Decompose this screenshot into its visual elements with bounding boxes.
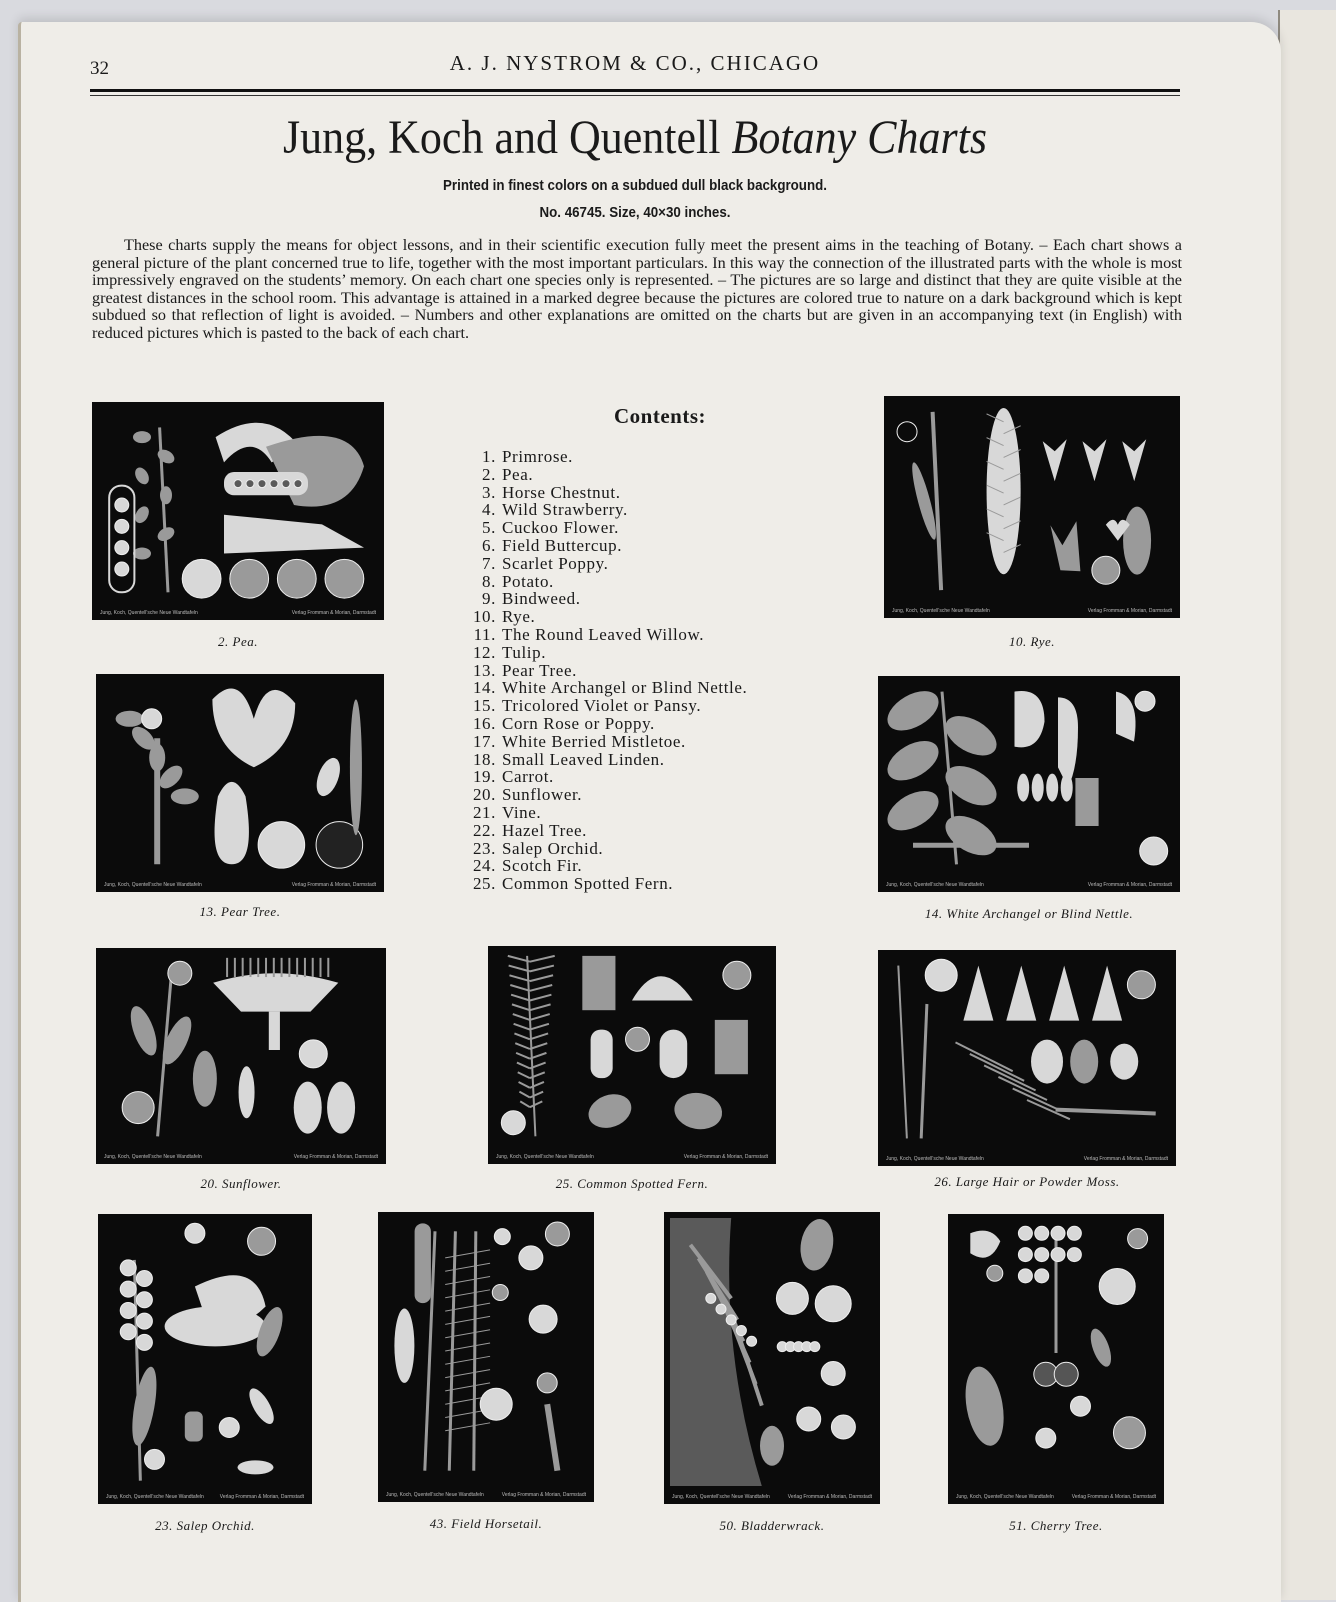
plate-credit-left: Jung, Koch, Quentell'sche Neue Wandtafeln xyxy=(956,1494,1054,1500)
contents-item-name: Pear Tree. xyxy=(502,660,577,680)
contents-item-number: 6. xyxy=(482,535,496,555)
contents-item-number: 25. xyxy=(472,874,496,894)
contents-item xyxy=(470,679,747,697)
contents-item-name: Common Spotted Fern. xyxy=(502,874,674,894)
contents-item xyxy=(470,590,747,608)
contents-list xyxy=(470,448,747,893)
contents-item-number: 5. xyxy=(482,518,496,538)
title-main: Jung, Koch and Quentell xyxy=(283,111,721,164)
header-rule-thin xyxy=(90,95,1180,96)
contents-item-number: 16. xyxy=(472,713,496,733)
contents-item-number: 14. xyxy=(472,678,496,698)
description-paragraph: These charts supply the means for object lessons, and in their scientific execution fully meet the present aims in the teaching of Botany. – Each chart shows a general picture of the plant concerned true to life, together with the most important particulars. In this way the connection of the illustrated parts with the whole is most impressively engraved on the students’ memory. On each chart one species only is represented. – The pictures are so large and distinct that they are quite visible at the greatest distances in the school room. This advantage is attained in a marked degree because the pictures are colored true to nature on a dark background which is kept subdued so that reflection of light is avoided. – Numbers and other explanations are omitted on the charts but are given in an accompanying text (in English) with reduced pictures which is pasted to the back of each chart. xyxy=(92,236,1182,342)
chart-plate-image xyxy=(92,402,384,620)
plate-credit-left: Jung, Koch, Quentell'sche Neue Wandtafeln xyxy=(496,1154,594,1160)
contents-heading: Contents: xyxy=(614,404,706,428)
contents-item xyxy=(470,519,747,537)
chart-plate-image xyxy=(948,1214,1164,1504)
chart-plate-image xyxy=(878,676,1180,892)
next-page-edge xyxy=(1278,10,1336,1600)
plate-credit-right: Verlag Fromman & Morian, Darmstadt xyxy=(1071,1494,1156,1500)
contents-item xyxy=(470,875,747,893)
contents-item xyxy=(470,786,747,804)
chart-plate-image xyxy=(488,946,776,1164)
botanical-illustration xyxy=(102,680,378,874)
plate-caption: 23. Salep Orchid. xyxy=(155,1518,255,1533)
plate-caption: 25. Common Spotted Fern. xyxy=(555,1176,709,1191)
contents-item-name: Cuckoo Flower. xyxy=(502,518,620,538)
botanical-illustration xyxy=(670,1218,874,1486)
contents-item-number: 23. xyxy=(472,838,496,858)
contents-item-name: White Archangel or Blind Nettle. xyxy=(502,678,748,698)
contents-item-name: Scotch Fir. xyxy=(502,856,583,876)
contents-item-number: 18. xyxy=(472,749,496,769)
plate-credit-left: Jung, Koch, Quentell'sche Neue Wandtafeln xyxy=(892,608,990,614)
contents-item-name: Horse Chestnut. xyxy=(502,482,621,502)
contents-item xyxy=(470,448,747,466)
plate-caption: 26. Large Hair or Powder Moss. xyxy=(934,1174,1120,1189)
contents-item-number: 11. xyxy=(473,624,496,644)
contents-item xyxy=(470,644,747,662)
contents-item-number: 3. xyxy=(482,482,496,502)
plate-caption: 10. Rye. xyxy=(1009,634,1055,649)
page-header xyxy=(90,48,1180,88)
contents-item-name: Tulip. xyxy=(502,642,547,662)
plate-credit-right: Verlag Fromman & Morian, Darmstadt xyxy=(1087,882,1172,888)
chart-plate-image xyxy=(878,950,1176,1166)
contents-item-name: Tricolored Violet or Pansy. xyxy=(502,696,702,716)
botanical-illustration xyxy=(954,1220,1158,1486)
running-head: A. J. NYSTROM & CO., CHICAGO xyxy=(449,51,821,75)
contents-item-name: Small Leaved Linden. xyxy=(502,749,665,769)
contents-item xyxy=(470,573,747,591)
contents-item xyxy=(470,697,747,715)
page-title xyxy=(90,110,1180,165)
contents-item xyxy=(470,608,747,626)
plate-caption: 13. Pear Tree. xyxy=(199,904,281,919)
chart-plate-image xyxy=(96,674,384,892)
plate-credit-left: Jung, Koch, Quentell'sche Neue Wandtafeln xyxy=(100,610,198,616)
contents-item-number: 7. xyxy=(482,553,496,573)
contents-item-name: Salep Orchid. xyxy=(502,838,604,858)
contents-item xyxy=(470,626,747,644)
plate-credit-right: Verlag Fromman & Morian, Darmstadt xyxy=(787,1494,872,1500)
contents-item-name: Scarlet Poppy. xyxy=(502,553,609,573)
contents-item-number: 15. xyxy=(472,696,496,716)
contents-item-name: Vine. xyxy=(502,802,542,822)
botanical-illustration xyxy=(104,1220,306,1486)
plate-caption: 50. Bladderwrack. xyxy=(719,1518,825,1533)
contents-item-number: 20. xyxy=(472,785,496,805)
plate-credit-left: Jung, Koch, Quentell'sche Neue Wandtafeln xyxy=(886,1156,984,1162)
contents-item-name: Pea. xyxy=(502,464,534,484)
plate-credit-right: Verlag Fromman & Morian, Darmstadt xyxy=(219,1494,304,1500)
contents-item-name: Sunflower. xyxy=(502,785,583,805)
plate-credit-right: Verlag Fromman & Morian, Darmstadt xyxy=(1083,1156,1168,1162)
contents-item-number: 4. xyxy=(482,500,496,520)
contents-item-number: 1. xyxy=(482,447,496,466)
botanical-illustration xyxy=(384,1218,588,1484)
title-italic: Botany Charts xyxy=(731,111,987,164)
contents-item-name: Carrot. xyxy=(502,767,554,787)
contents-item xyxy=(470,822,747,840)
contents-item-name: Corn Rose or Poppy. xyxy=(502,713,655,733)
contents-item-number: 2. xyxy=(482,464,496,484)
contents-item xyxy=(470,466,747,484)
botanical-illustration xyxy=(884,956,1170,1148)
chart-plate-image xyxy=(884,396,1180,618)
contents-item xyxy=(470,733,747,751)
plate-caption: 2. Pea. xyxy=(218,634,258,649)
contents-item-number: 12. xyxy=(472,642,496,662)
plate-credit-left: Jung, Koch, Quentell'sche Neue Wandtafeln xyxy=(672,1494,770,1500)
contents-item-number: 19. xyxy=(472,767,496,787)
plate-caption: 20. Sunflower. xyxy=(200,1176,282,1191)
plate-credit-right: Verlag Fromman & Morian, Darmstadt xyxy=(291,610,376,616)
contents-item-name: The Round Leaved Willow. xyxy=(502,624,705,644)
product-number-size: No. 46745. Size, 40×30 inches. xyxy=(539,205,731,221)
plate-credit-left: Jung, Koch, Quentell'sche Neue Wandtafeln xyxy=(886,882,984,888)
subtitle: Printed in finest colors on a subdued dull black background. xyxy=(443,178,827,194)
chart-plate-image xyxy=(98,1214,312,1504)
contents-item-number: 8. xyxy=(482,571,496,591)
plate-caption: 14. White Archangel or Blind Nettle. xyxy=(924,906,1134,921)
contents-item xyxy=(470,555,747,573)
contents-item xyxy=(470,662,747,680)
contents-item xyxy=(470,537,747,555)
botanical-illustration xyxy=(494,952,770,1146)
contents-item-number: 17. xyxy=(472,731,496,751)
plate-credit-left: Jung, Koch, Quentell'sche Neue Wandtafeln xyxy=(104,1154,202,1160)
page-number: 32 xyxy=(90,58,109,79)
botanical-illustration xyxy=(890,402,1174,600)
contents-item xyxy=(470,751,747,769)
plate-credit-right: Verlag Fromman & Morian, Darmstadt xyxy=(293,1154,378,1160)
contents-item xyxy=(470,715,747,733)
contents-item-number: 9. xyxy=(482,589,496,609)
contents-item xyxy=(470,857,747,875)
chart-plate-image xyxy=(96,948,386,1164)
contents-item-number: 10. xyxy=(472,607,496,627)
chart-plate-image xyxy=(664,1212,880,1504)
contents-item-number: 24. xyxy=(472,856,496,876)
contents-item xyxy=(470,501,747,519)
contents-item xyxy=(470,804,747,822)
contents-item-name: Field Buttercup. xyxy=(502,535,623,555)
plate-credit-right: Verlag Fromman & Morian, Darmstadt xyxy=(501,1492,586,1498)
plate-credit-left: Jung, Koch, Quentell'sche Neue Wandtafeln xyxy=(106,1494,204,1500)
contents-item-name: Hazel Tree. xyxy=(502,820,587,840)
contents-item-name: Bindweed. xyxy=(502,589,581,609)
contents-item xyxy=(470,840,747,858)
contents-item-name: Wild Strawberry. xyxy=(502,500,628,520)
plate-caption: 43. Field Horsetail. xyxy=(429,1516,543,1531)
contents-item xyxy=(470,484,747,502)
contents-item-number: 13. xyxy=(472,660,496,680)
contents-item-name: White Berried Mistletoe. xyxy=(502,731,686,751)
botanical-illustration xyxy=(102,954,380,1146)
plate-credit-right: Verlag Fromman & Morian, Darmstadt xyxy=(291,882,376,888)
contents-item-name: Primrose. xyxy=(502,447,574,466)
plate-credit-right: Verlag Fromman & Morian, Darmstadt xyxy=(683,1154,768,1160)
plate-credit-left: Jung, Koch, Quentell'sche Neue Wandtafeln xyxy=(386,1492,484,1498)
header-rule xyxy=(90,89,1180,92)
plate-credit-left: Jung, Koch, Quentell'sche Neue Wandtafeln xyxy=(104,882,202,888)
botanical-illustration xyxy=(884,682,1174,874)
chart-plate-image xyxy=(378,1212,594,1502)
contents-item-name: Rye. xyxy=(502,607,536,627)
botanical-illustration xyxy=(98,408,378,602)
plate-credit-right: Verlag Fromman & Morian, Darmstadt xyxy=(1087,608,1172,614)
contents-item xyxy=(470,768,747,786)
contents-item-number: 22. xyxy=(472,820,496,840)
contents-item-number: 21. xyxy=(472,802,496,822)
contents-item-name: Potato. xyxy=(502,571,554,591)
plate-caption: 51. Cherry Tree. xyxy=(1009,1518,1103,1533)
